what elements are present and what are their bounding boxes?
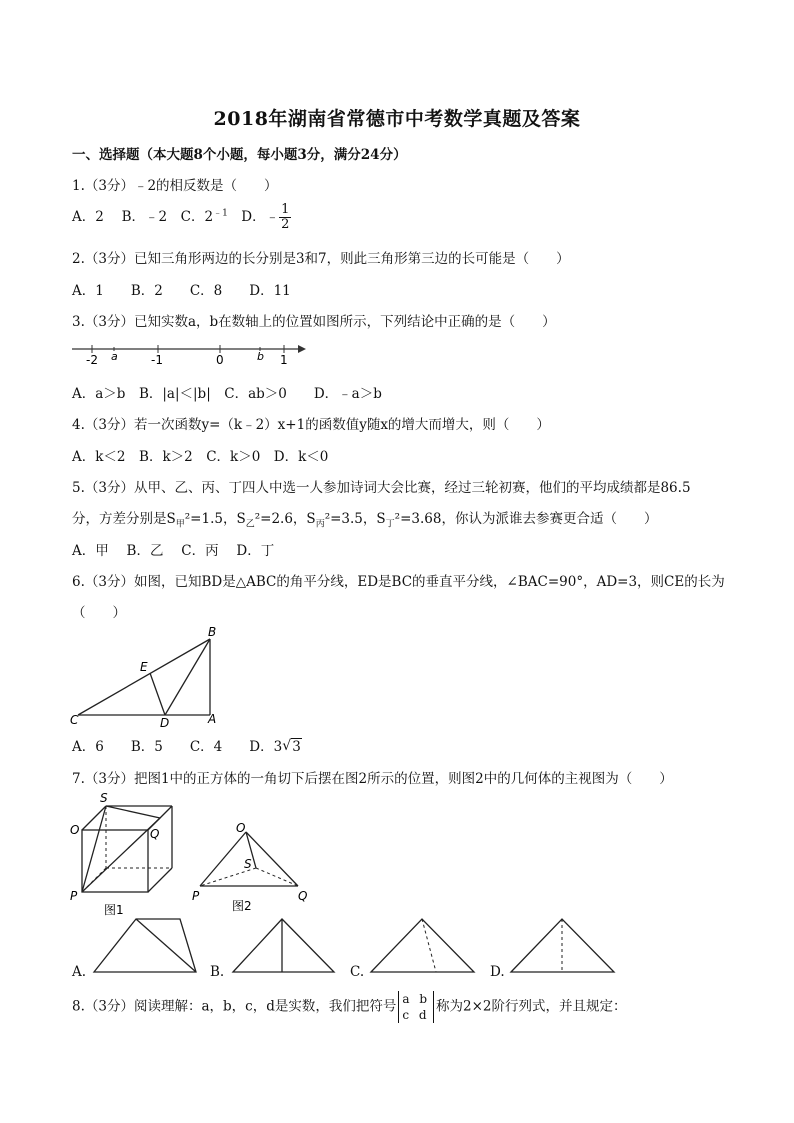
q7-option-c-label: C. bbox=[350, 964, 365, 980]
q7-option-a-label: A. bbox=[72, 964, 87, 980]
q6-triangle-figure bbox=[68, 625, 228, 730]
section-heading: 一、选择题（本大题8个小题，每小题3分，满分24分） bbox=[72, 147, 407, 163]
label-D: D bbox=[160, 716, 170, 730]
q2-options: A．1 B．2 C．8 D．11 bbox=[72, 283, 291, 299]
axis-label-0: 0 bbox=[216, 353, 224, 367]
q7-option-b-label: B. bbox=[210, 964, 225, 980]
axis-label-neg2: -2 bbox=[86, 353, 98, 367]
q8-stem: 8.（3分）阅读理解：a，b，c，d是实数，我们把符号 a b c d 称为2×2阶行列式，并且规定： bbox=[72, 992, 627, 1022]
q7-figure-2-solid bbox=[192, 822, 322, 917]
q7-stem: 7.（3分）把图1中的正方体的一角切下后摆在图2所示的位置，则图2中的几何体的主视图为（ ） bbox=[72, 771, 673, 787]
fig2-label-P: P bbox=[192, 889, 200, 903]
q7-option-d-figure bbox=[508, 916, 618, 976]
label-C: C bbox=[70, 713, 79, 727]
fig1-label-O: O bbox=[70, 823, 80, 837]
label-B: B bbox=[208, 625, 217, 639]
q7-option-a-figure bbox=[92, 916, 202, 976]
q6-options: A．6 B．5 C．4 D．3 √ 3 bbox=[72, 738, 301, 755]
fig2-caption: 图2 bbox=[232, 899, 252, 913]
q1-options-a-c: A．2 B．﹣2 C．2 bbox=[72, 209, 214, 225]
fig1-label-S: S bbox=[100, 791, 108, 805]
q6-stem: 6.（3分）如图，已知BD是△ABC的角平分线，ED是BC的垂直平分线，∠BAC=90°，AD=3，则CE的长为 bbox=[72, 574, 725, 590]
q1-fraction: $\frac{1}{2}$ bbox=[281, 202, 290, 232]
fig2-label-Q: Q bbox=[298, 889, 308, 903]
q7-figure-1-cube bbox=[70, 792, 190, 917]
fig1-label-Q: Q bbox=[150, 827, 160, 841]
axis-label-b: b bbox=[257, 350, 264, 363]
fig2-label-O: O bbox=[236, 821, 246, 835]
axis-label-a: a bbox=[111, 350, 118, 363]
page-title: 2018年湖南省常德市中考数学真题及答案 bbox=[213, 108, 581, 130]
q1-option-d: D．﹣ bbox=[227, 209, 280, 225]
q2-stem: 2.（3分）已知三角形两边的长分别是3和7，则此三角形第三边的长可能是（ ） bbox=[72, 251, 570, 267]
q5-options: A．甲 B．乙 C．丙 D．丁 bbox=[72, 543, 275, 559]
q7-option-b-figure bbox=[230, 916, 340, 976]
label-A: A bbox=[208, 712, 217, 726]
fig1-caption: 图1 bbox=[104, 903, 124, 917]
axis-label-1: 1 bbox=[280, 353, 288, 367]
q3-options: A．a＞b B．|a|＜|b| C．ab＞0 D．﹣a＞b bbox=[72, 386, 382, 402]
q3-stem: 3.（3分）已知实数a，b在数轴上的位置如图所示，下列结论中正确的是（ ） bbox=[72, 314, 556, 330]
fig2-label-S: S bbox=[244, 857, 252, 871]
q4-options: A．k＜2 B．k＞2 C．k＞0 D．k＜0 bbox=[72, 449, 329, 465]
fig1-label-P: P bbox=[70, 889, 78, 903]
q1-exponent: ﹣1 bbox=[213, 208, 228, 219]
q6-line2: （ ） bbox=[72, 605, 126, 621]
q3-number-line bbox=[70, 340, 310, 370]
label-E: E bbox=[140, 660, 148, 674]
q7-option-c-figure bbox=[368, 916, 478, 976]
q4-stem: 4.（3分）若一次函数y=（k﹣2）x+1的函数值y随x的增大而增大，则（ ） bbox=[72, 417, 550, 433]
q5-stem: 5.（3分）从甲、乙、丙、丁四人中选一人参加诗词大会比赛，经过三轮初赛，他们的平均成绩都是86.5 bbox=[72, 480, 691, 496]
determinant-symbol: a b c d bbox=[398, 991, 434, 1023]
q1-stem: 1.（3分）﹣2的相反数是（ ） bbox=[72, 178, 278, 194]
q1-options bbox=[72, 203, 291, 232]
q7-option-d-label: D. bbox=[490, 964, 505, 980]
q5-line2: 分，方差分别是$S_甲^2=1.5$，$S_乙^2=2.6$，$S_丙^2=3.5$，$S_丁^2=3.68$，你认为派谁去参赛更合适（ ） bbox=[72, 511, 658, 530]
sqrt-symbol: √ 3 bbox=[282, 738, 301, 755]
axis-label-neg1: -1 bbox=[151, 353, 163, 367]
